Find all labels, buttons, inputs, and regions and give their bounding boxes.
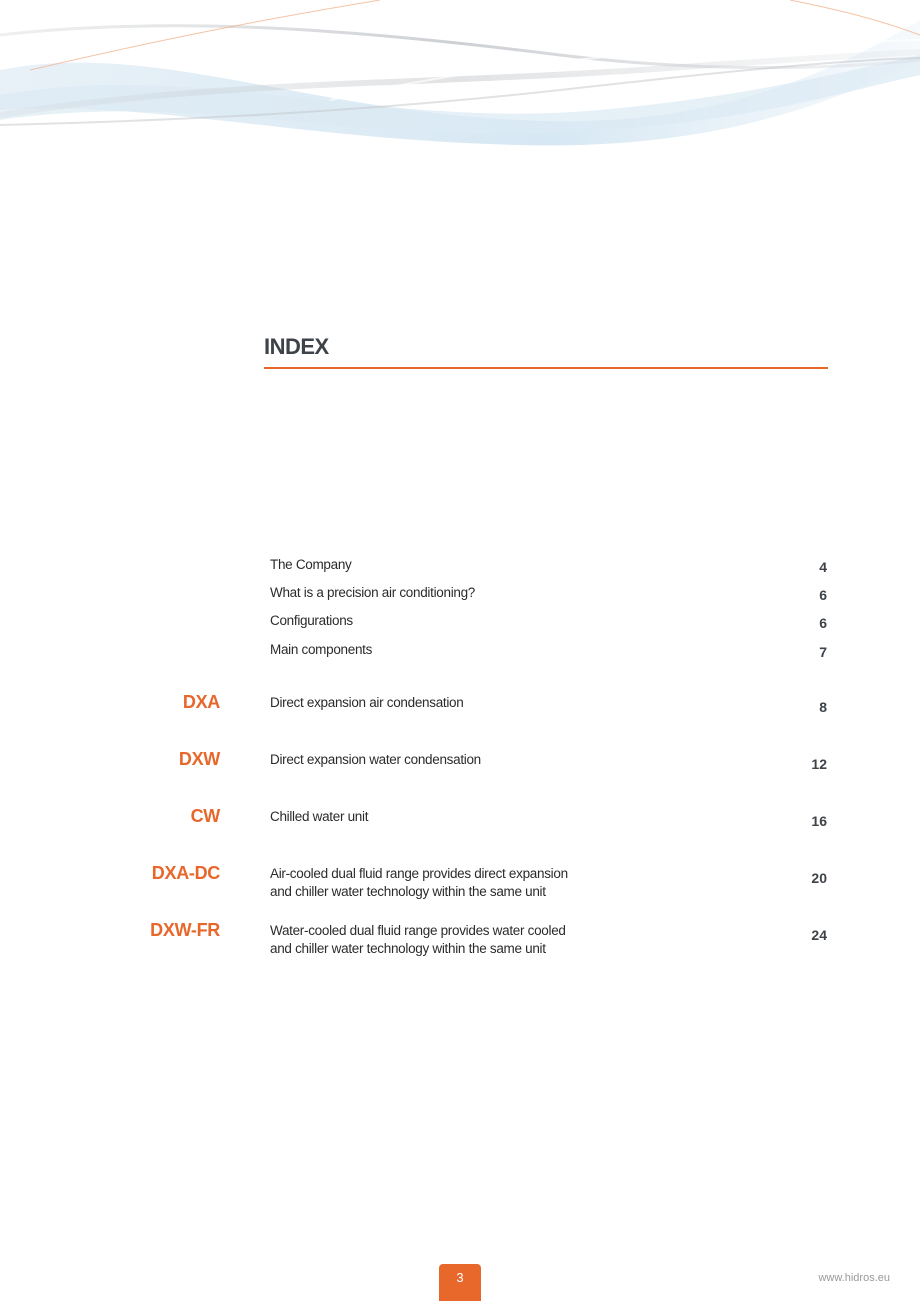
- index-title: INDEX: [264, 334, 329, 359]
- toc-description: [270, 808, 590, 826]
- toc-description-line: The Company: [270, 557, 352, 572]
- toc-page-number: 24: [811, 927, 827, 943]
- toc-description-line: Configurations: [270, 613, 353, 628]
- toc-section-code: DXW: [178, 749, 220, 769]
- toc-description-line: and chiller water technology within the same unit: [270, 884, 546, 899]
- page-number: 3: [456, 1270, 464, 1285]
- toc-section-code: CW: [190, 806, 220, 826]
- toc-description: [270, 865, 590, 901]
- toc-description-line: and chiller water technology within the same unit: [270, 941, 546, 956]
- toc-description: [270, 612, 590, 630]
- toc-description-line: Direct expansion water condensation: [270, 752, 481, 767]
- page-number-tab: [439, 1264, 481, 1301]
- toc-description-line: What is a precision air conditioning?: [270, 585, 476, 600]
- footer-website: www.hidros.eu: [818, 1272, 890, 1284]
- toc-page-number: 4: [819, 559, 827, 575]
- header-wave-graphic: [0, 0, 920, 160]
- toc-page-number: 12: [811, 756, 827, 772]
- toc-page-number: 16: [811, 813, 827, 829]
- toc-description: [270, 922, 590, 958]
- toc-description-line: Chilled water unit: [270, 809, 369, 824]
- toc-description: [270, 751, 590, 769]
- toc-page-number: 20: [811, 870, 827, 886]
- toc-page-number: 7: [819, 644, 827, 660]
- toc-page-number: 8: [819, 699, 827, 715]
- toc-page-number: 6: [819, 587, 827, 603]
- toc-section-code: DXW-FR: [150, 920, 220, 940]
- title-underline: [264, 367, 828, 369]
- toc-description-line: Water-cooled dual fluid range provides water cooled: [270, 923, 566, 938]
- toc-section-code: DXA-DC: [151, 863, 220, 883]
- toc-description: [270, 556, 590, 574]
- toc-description: [270, 641, 590, 659]
- toc-description: [270, 694, 590, 712]
- toc-description-line: Air-cooled dual fluid range provides direct expansion: [270, 866, 568, 881]
- toc-description: [270, 584, 590, 602]
- toc-description-line: Direct expansion air condensation: [270, 695, 464, 710]
- toc-page-number: 6: [819, 615, 827, 631]
- toc-description-line: Main components: [270, 642, 373, 657]
- toc-section-code: DXA: [182, 692, 220, 712]
